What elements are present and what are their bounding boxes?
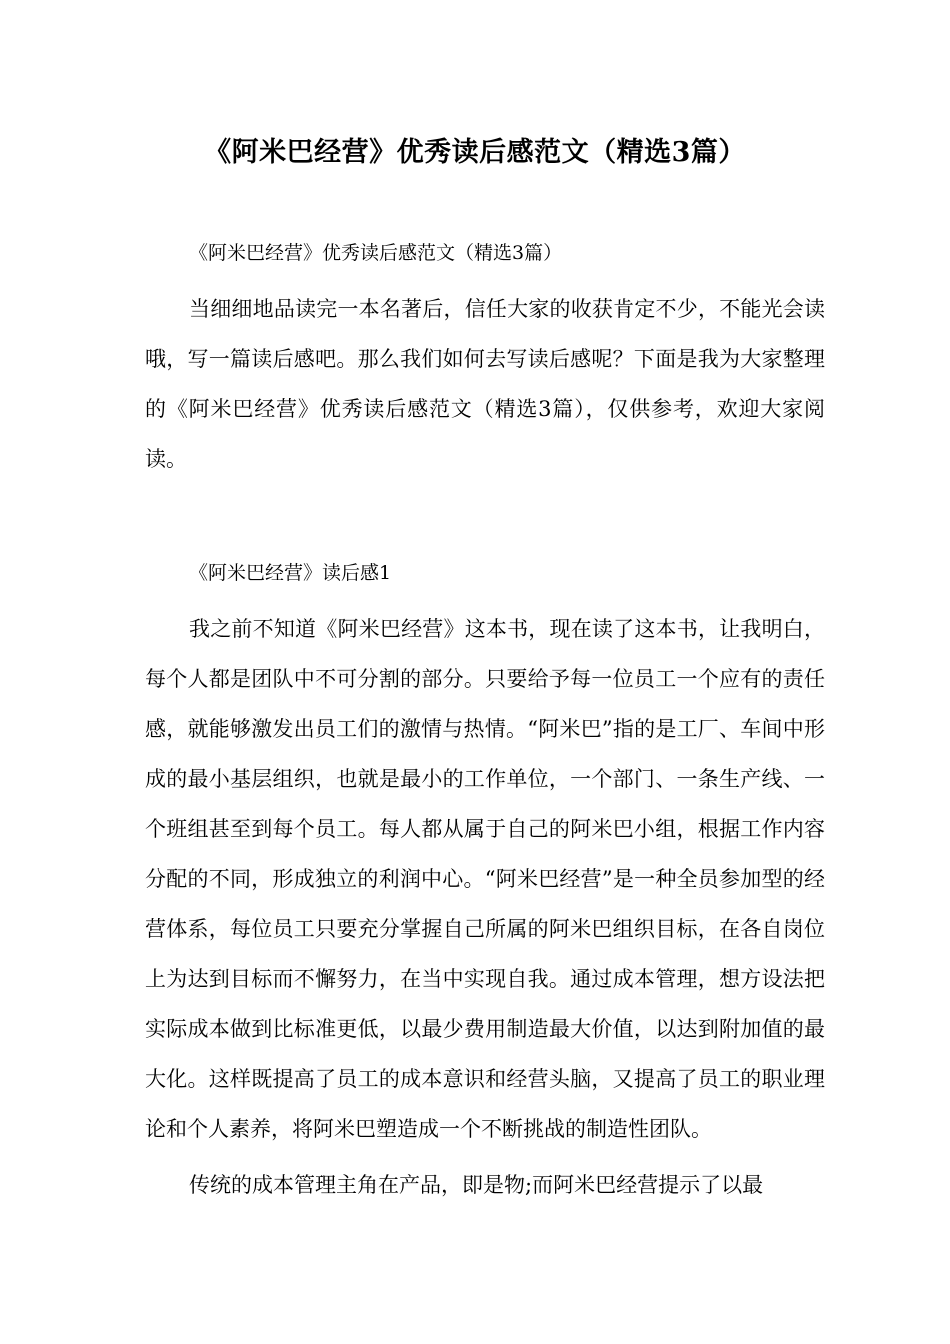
section-heading: 《阿米巴经营》读后感1	[189, 562, 392, 584]
section-paragraph: 我之前不知道《阿米巴经营》这本书，现在读了这本书，让我明白，每个人都是团队中不可分割的部分。只要给予每一位员工一个应有的责任感，就能够激发出员工们的激情与热情。“阿米巴”指的是工厂、车间中形成的最小基层组织，也就是最小的工作单位，一个部门、一条生产线、一个班组甚至到每个员工。每人都从属于自己的阿米巴小组，根据工作内容分配的不同，形成独立的利润中心。“阿米巴经营”是一种全员参加型的经营体系，每位员工只要充分掌握自己所属的阿米巴组织目标，在各自岗位上为达到目标而不懈努力，在当中实现自我。通过成本管理，想方设法把实际成本做到比标准更低，以最少费用制造最大价值，以达到附加值的最大化。这样既提高了员工的成本意识和经营头脑，又提高了员工的职业理论和个人素养，将阿米巴塑造成一个不断挑战的制造性团队。	[145, 617, 825, 1141]
document-title: 《阿米巴经营》优秀读后感范文（精选3篇）	[204, 137, 746, 168]
intro-paragraph: 当细细地品读完一本名著后，信任大家的收获肯定不少，不能光会读哦，写一篇读后感吧。那么我们如何去写读后感呢？下面是我为大家整理的《阿米巴经营》优秀读后感范文（精选3篇），仅供参考，欢迎大家阅读。	[145, 297, 825, 471]
section-paragraph: 传统的成本管理主角在产品，即是物;而阿米巴经营提示了以最	[189, 1173, 764, 1197]
spacer	[145, 484, 825, 548]
document-subtitle: 《阿米巴经营》优秀读后感范文（精选3篇）	[189, 242, 563, 264]
document-body	[145, 228, 825, 1210]
